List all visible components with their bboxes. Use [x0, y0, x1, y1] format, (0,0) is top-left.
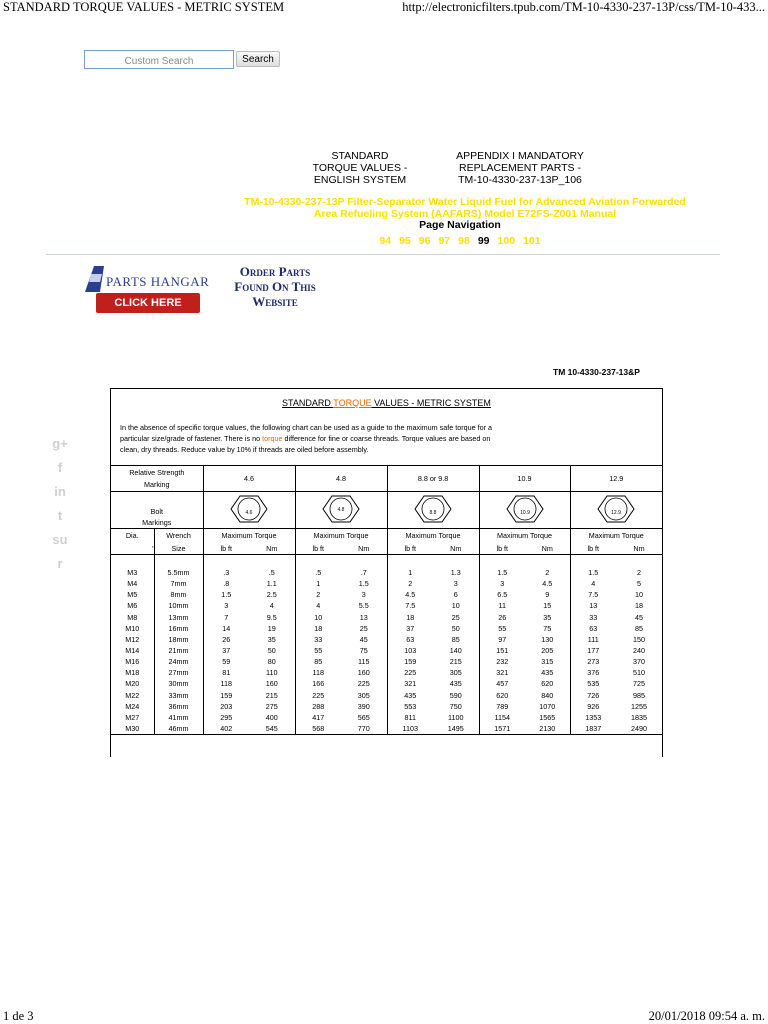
intro-line3: clean, dry threads. Reduce value by 10% if threads are oiled before assembly. — [120, 444, 369, 454]
cell-torque-value: 25 — [359, 623, 368, 633]
cell-torque-value: 150 — [633, 634, 646, 644]
cell-torque-value: 177 — [570, 645, 616, 656]
cell-torque-value: 6.5 — [479, 589, 525, 600]
cell-torque-value: 103 — [387, 645, 433, 656]
page-link-94[interactable]: 94 — [379, 235, 392, 247]
cell-torque-value: 63 — [570, 623, 616, 634]
page-link-98[interactable]: 98 — [458, 235, 470, 247]
cell-diameter: M6 — [127, 601, 138, 611]
table-row — [111, 690, 662, 701]
cell-torque-value: 6 — [453, 590, 458, 600]
cell-torque-value: 295 — [203, 712, 249, 723]
cell-torque-value: 985 — [633, 690, 646, 700]
cell-torque-value: 97 — [479, 634, 525, 645]
table-row — [111, 600, 662, 611]
cell-torque-value: 620 — [541, 679, 554, 689]
cell-torque-value: 4 — [269, 601, 274, 611]
cell-torque-value: 1353 — [570, 712, 616, 723]
cell-torque-value: 18 — [635, 601, 644, 611]
table-row — [111, 634, 662, 645]
cell-torque-value: 240 — [633, 646, 646, 656]
table-row — [111, 667, 662, 678]
page-navigation-label: Page Navigation — [419, 219, 501, 231]
cell-wrench-size: 10mm — [154, 600, 203, 611]
cell-torque-value: 2 — [637, 568, 642, 578]
cell-torque-value: 50 — [451, 623, 460, 633]
cell-torque-value: 1100 — [448, 712, 464, 722]
bolt-head-mark: 4.6 — [245, 510, 253, 516]
cell-torque-value: 10 — [451, 601, 460, 611]
cell-wrench-size: 46mm — [154, 723, 203, 735]
torque-table — [111, 466, 662, 735]
cell-torque-value: 457 — [479, 678, 525, 689]
col-nm-header: Nm — [249, 542, 295, 555]
cell-torque-value: 215 — [265, 690, 278, 700]
cell-diameter: M10 — [125, 623, 140, 633]
cell-diameter: M20 — [125, 679, 140, 689]
cell-torque-value: 2130 — [525, 723, 570, 735]
cell-torque-value: 81 — [203, 667, 249, 678]
cell-torque-value: 110 — [266, 668, 278, 678]
cell-torque-value: 85 — [451, 634, 460, 644]
cell-torque-value: 1103 — [387, 723, 433, 735]
cell-torque-value: 1.5 — [570, 567, 616, 578]
cell-torque-value: 1255 — [631, 701, 648, 711]
print-footer-page: 1 de 3 — [3, 1009, 34, 1023]
cell-torque-value: 770 — [341, 723, 387, 735]
cell-torque-value: 535 — [570, 678, 616, 689]
cell-torque-value: 3 — [361, 590, 366, 600]
link-appendix-i-line1: APPENDIX I MANDATORY — [456, 150, 584, 162]
cell-torque-value: .3 — [203, 567, 249, 578]
print-header-title: STANDARD TORQUE VALUES - METRIC SYSTEM — [3, 0, 285, 14]
document-intro — [120, 423, 550, 455]
table-row — [111, 723, 662, 735]
cell-torque-value: 2 — [387, 578, 433, 589]
cell-wrench-size: 41mm — [154, 712, 203, 723]
cell-torque-value: 565 — [357, 712, 370, 722]
cell-torque-value: 275 — [265, 701, 278, 711]
cell-torque-value: 926 — [570, 701, 616, 712]
cell-wrench-size: 27mm — [154, 667, 203, 678]
cell-torque-value: 1835 — [631, 712, 648, 722]
cell-torque-value: 80 — [267, 657, 276, 667]
cell-torque-value: .5 — [295, 567, 341, 578]
cell-torque-value: 45 — [635, 612, 644, 622]
bolt-markings-line1: Bolt — [150, 507, 163, 516]
col-lbft-header: lb ft — [295, 542, 341, 555]
cell-torque-value: 273 — [570, 656, 616, 667]
link-appendix-i-line2: REPLACEMENT PARTS - — [459, 162, 581, 174]
bolt-head-mark: 10.9 — [519, 510, 530, 516]
cell-wrench-size: 7mm — [154, 578, 203, 589]
cell-torque-value: 55 — [295, 645, 341, 656]
cell-torque-value: 568 — [295, 723, 341, 735]
cell-torque-value: 25 — [451, 612, 460, 622]
cell-wrench-size: 16mm — [154, 623, 203, 634]
cell-torque-value: 376 — [570, 667, 616, 678]
cell-torque-value: 225 — [357, 679, 370, 689]
cell-torque-value: 789 — [479, 701, 525, 712]
print-header-url: http://electronicfilters.tpub.com/TM-10-4330-237-13P/css/TM-10-433... — [402, 0, 765, 14]
cell-diameter: M22 — [125, 690, 140, 700]
bolt-markings-label — [111, 492, 203, 529]
torque-document — [110, 388, 663, 757]
bolt-head-icon — [321, 494, 361, 524]
title-post: VALUES - METRIC SYSTEM — [371, 398, 491, 408]
cell-torque-value: 435 — [387, 690, 433, 701]
cell-torque-value: 13 — [359, 612, 368, 622]
cell-torque-value: .8 — [203, 578, 249, 589]
cell-torque-value: 63 — [387, 634, 433, 645]
cell-torque-value: 1154 — [479, 712, 525, 723]
cell-torque-value: 111 — [570, 634, 616, 645]
page-link-97[interactable]: 97 — [438, 235, 451, 247]
grade-header: 10.9 — [479, 466, 570, 492]
bolt-head-icon — [229, 494, 269, 524]
page-navigation — [340, 231, 580, 249]
link-torque-english[interactable] — [290, 150, 430, 186]
cell-torque-value: 5.5 — [358, 601, 369, 611]
col-max-torque-header: Maximum Torque — [570, 529, 662, 543]
cell-torque-value: 3 — [479, 578, 525, 589]
cell-torque-value: 1 — [295, 578, 341, 589]
cell-torque-value: 166 — [295, 678, 341, 689]
cell-torque-value: 140 — [449, 646, 462, 656]
page-link-101[interactable]: 101 — [523, 235, 541, 247]
col-lbft-header: lb ft — [570, 542, 616, 555]
cell-torque-value: 321 — [387, 678, 433, 689]
bolt-head-icon — [413, 494, 453, 524]
link-torque-english-line3: ENGLISH SYSTEM — [313, 174, 407, 186]
stray-mark: ' — [111, 542, 154, 555]
cell-diameter: M8 — [127, 612, 138, 622]
stumbleupon-icon[interactable]: su — [52, 532, 68, 547]
cell-torque-value: 45 — [359, 634, 368, 644]
cell-torque-value: 435 — [449, 679, 462, 689]
link-torque-english-line2: TORQUE VALUES - — [312, 162, 408, 174]
col-nm-header: Nm — [525, 542, 570, 555]
title-pre: STANDARD — [282, 398, 334, 408]
table-row — [111, 578, 662, 589]
relative-strength-line1: Relative Strength — [129, 467, 185, 477]
col-lbft-header: lb ft — [203, 542, 249, 555]
cell-torque-value: 159 — [387, 656, 433, 667]
cell-torque-value: 402 — [203, 723, 249, 735]
table-row — [111, 645, 662, 656]
cell-torque-value: 315 — [541, 657, 554, 667]
link-appendix-i[interactable] — [440, 150, 600, 186]
cell-torque-value: 321 — [479, 667, 525, 678]
relative-strength-label — [111, 466, 203, 492]
parts-hangar-banner[interactable] — [80, 262, 330, 316]
cell-torque-value: 1837 — [570, 723, 616, 735]
cell-torque-value: 1565 — [539, 712, 556, 722]
bolt-head-mark: 8.8 — [429, 510, 437, 516]
cell-torque-value: 840 — [541, 690, 554, 700]
cell-torque-value: 1495 — [433, 723, 479, 735]
cell-torque-value: 50 — [267, 646, 276, 656]
col-max-torque-header: Maximum Torque — [203, 529, 295, 543]
cell-torque-value: 159 — [203, 690, 249, 701]
intro-line1: In the absence of specific torque values, the following chart can be used as a guide to the maximum safe torque for a — [120, 423, 492, 432]
col-size-header: Size — [154, 542, 203, 555]
cell-torque-value: 18 — [387, 612, 433, 623]
cell-torque-value: 400 — [265, 712, 278, 722]
bolt-head-cell — [479, 492, 570, 529]
cell-torque-value: 115 — [358, 657, 370, 667]
grade-header: 12.9 — [570, 466, 662, 492]
cell-torque-value: 2490 — [616, 723, 662, 735]
intro-line2b: difference for fine or coarse threads. Torque values are based on — [282, 433, 491, 443]
table-row — [111, 701, 662, 712]
cell-torque-value: 14 — [203, 623, 249, 634]
search-box — [84, 50, 234, 69]
cell-diameter: M14 — [125, 646, 140, 656]
cell-torque-value: 417 — [295, 712, 341, 723]
cell-torque-value: 118 — [203, 678, 249, 689]
col-wrench-header: Wrench — [154, 529, 203, 543]
cell-torque-value: 545 — [249, 723, 295, 735]
cell-torque-value: 10 — [635, 590, 644, 600]
cell-torque-value: 59 — [203, 656, 249, 667]
cell-torque-value: 33 — [570, 612, 616, 623]
cell-torque-value: 9.5 — [266, 612, 277, 622]
cell-wrench-size: 33mm — [154, 690, 203, 701]
table-row — [111, 612, 662, 623]
bolt-head-cell — [570, 492, 662, 529]
cell-torque-value: 85 — [295, 656, 341, 667]
cell-torque-value: 215 — [449, 657, 462, 667]
bolt-head-mark: 12.9 — [611, 510, 622, 516]
cell-wrench-size: 24mm — [154, 656, 203, 667]
cell-torque-value: 4 — [295, 600, 341, 611]
cell-wrench-size: 8mm — [154, 589, 203, 600]
cell-torque-value: 232 — [479, 656, 525, 667]
bolt-head-cell — [203, 492, 295, 529]
google-plus-icon[interactable]: g+ — [52, 436, 68, 451]
cell-torque-value: 390 — [357, 701, 370, 711]
table-row — [111, 712, 662, 723]
cell-torque-value: 35 — [267, 634, 276, 644]
col-dia-header: Dia. — [125, 531, 139, 540]
col-max-torque-header: Maximum Torque — [295, 529, 387, 543]
cell-torque-value: 1571 — [479, 723, 525, 735]
click-here-button[interactable]: CLICK HERE — [96, 293, 200, 313]
cell-torque-value: 5 — [637, 579, 642, 589]
cell-torque-value: 1.5 — [358, 579, 369, 589]
cell-diameter: M3 — [127, 568, 138, 578]
col-max-torque-header: Maximum Torque — [387, 529, 479, 543]
title-torque-link[interactable]: TORQUE — [333, 398, 372, 408]
facebook-icon[interactable]: f — [57, 460, 63, 475]
cell-torque-value: 11 — [479, 600, 525, 611]
relative-strength-line2: Marking — [143, 479, 170, 489]
search-input[interactable] — [85, 53, 233, 70]
cell-torque-value: 18 — [295, 623, 341, 634]
reddit-icon[interactable]: r — [57, 556, 63, 571]
cell-torque-value: 726 — [570, 690, 616, 701]
tm-number: TM 10-4330-237-13&P — [553, 367, 640, 377]
manual-title-line1: TM-10-4330-237-13P Filter-Separator Water Liquid Fuel for Advanced Aviation Forwarded — [244, 196, 686, 208]
cell-torque-value: 3 — [453, 579, 458, 589]
cell-diameter: M18 — [125, 668, 140, 678]
cell-diameter: M24 — [125, 701, 140, 711]
cell-diameter: M4 — [127, 579, 138, 589]
cell-torque-value: .7 — [360, 568, 367, 578]
cell-torque-value: 130 — [541, 634, 554, 644]
cell-wrench-size: 36mm — [154, 701, 203, 712]
cell-torque-value: 205 — [541, 646, 554, 656]
link-appendix-i-line3: TM-10-4330-237-13P_106 — [458, 174, 582, 186]
cell-torque-value: 2 — [545, 568, 550, 578]
cell-diameter: M12 — [125, 634, 140, 644]
cell-torque-value: 26 — [203, 634, 249, 645]
cell-torque-value: 2 — [295, 589, 341, 600]
cell-torque-value: 35 — [543, 612, 552, 622]
cell-torque-value: 3 — [203, 600, 249, 611]
order-line2: Found On This — [234, 279, 316, 294]
cell-torque-value: 370 — [633, 657, 646, 667]
table-row — [111, 623, 662, 634]
cell-torque-value: 2.5 — [266, 590, 277, 600]
cell-wrench-size: 30mm — [154, 678, 203, 689]
cell-torque-value: 725 — [633, 679, 646, 689]
cell-torque-value: 4 — [570, 578, 616, 589]
cell-torque-value: 225 — [295, 690, 341, 701]
search-button[interactable]: Search — [236, 51, 280, 67]
col-nm-header: Nm — [433, 542, 479, 555]
divider — [46, 254, 720, 255]
cell-torque-value: 1.3 — [450, 568, 461, 578]
cell-torque-value: 305 — [449, 668, 462, 678]
cell-torque-value: 7.5 — [570, 589, 616, 600]
cell-torque-value: 1070 — [539, 701, 556, 711]
grade-header: 8.8 or 9.8 — [387, 466, 479, 492]
cell-torque-value: 203 — [203, 701, 249, 712]
grade-header: 4.8 — [295, 466, 387, 492]
order-line1: Order Parts — [239, 264, 311, 279]
cell-torque-value: 160 — [357, 668, 370, 678]
cell-torque-value: 590 — [449, 690, 462, 700]
bolt-head-cell — [387, 492, 479, 529]
manual-title-link[interactable] — [200, 196, 730, 220]
cell-torque-value: 55 — [479, 623, 525, 634]
cell-wrench-size: 5.5mm — [154, 567, 203, 578]
cell-torque-value: 9 — [545, 590, 550, 600]
cell-torque-value: 37 — [203, 645, 249, 656]
col-nm-header: Nm — [616, 542, 662, 555]
intro-torque-link[interactable]: torque — [262, 433, 283, 443]
cell-torque-value: 553 — [387, 701, 433, 712]
cell-torque-value: 118 — [295, 667, 341, 678]
order-line3: Website — [252, 294, 298, 309]
cell-torque-value: 1.5 — [479, 567, 525, 578]
table-row — [111, 656, 662, 667]
cell-torque-value: 15 — [543, 601, 552, 611]
bolt-markings-line2: Markings — [142, 518, 172, 527]
cell-torque-value: 7 — [203, 612, 249, 623]
document-title — [111, 398, 662, 408]
manual-title-line2: Area Refueling System (AAFARS) Model E72FS-Z001 Manual — [313, 208, 617, 220]
cell-torque-value: 4.5 — [542, 579, 553, 589]
print-footer-datetime: 20/01/2018 09:54 a. m. — [648, 1009, 765, 1023]
cell-diameter: M30 — [111, 723, 154, 735]
page-current-99: 99 — [477, 235, 490, 247]
cell-torque-value: 510 — [633, 668, 646, 678]
cell-torque-value: 288 — [295, 701, 341, 712]
parts-hangar-logo-text: PARTS HANGAR — [106, 274, 210, 289]
cell-torque-value: 305 — [357, 690, 370, 700]
cell-torque-value: 1.1 — [266, 579, 277, 589]
cell-wrench-size: 18mm — [154, 634, 203, 645]
cell-torque-value: 160 — [265, 679, 278, 689]
cell-torque-value: 4.5 — [387, 589, 433, 600]
bolt-head-mark: 4.8 — [337, 507, 345, 513]
cell-torque-value: 225 — [387, 667, 433, 678]
parts-hangar-logo-icon — [82, 264, 106, 294]
cell-diameter: M5 — [127, 590, 138, 600]
cell-torque-value: 435 — [541, 668, 554, 678]
page-link-95[interactable]: 95 — [399, 235, 411, 247]
col-max-torque-header: Maximum Torque — [479, 529, 570, 543]
cell-torque-value: .5 — [268, 568, 275, 578]
link-torque-english-line1: STANDARD — [331, 150, 389, 162]
table-row — [111, 678, 662, 689]
linkedin-icon[interactable]: in — [54, 484, 66, 499]
cell-torque-value: 7.5 — [387, 600, 433, 611]
cell-wrench-size: 21mm — [154, 645, 203, 656]
col-nm-header: Nm — [341, 542, 387, 555]
cell-torque-value: 37 — [387, 623, 433, 634]
twitter-icon[interactable]: t — [57, 508, 63, 523]
cell-torque-value: 1 — [387, 567, 433, 578]
bolt-head-icon — [596, 494, 636, 524]
bolt-head-cell — [295, 492, 387, 529]
cell-torque-value: 620 — [479, 690, 525, 701]
grade-header: 4.6 — [203, 466, 295, 492]
intro-line2a: particular size/grade of fastener. There is no — [120, 433, 263, 443]
table-row — [111, 589, 662, 600]
cell-torque-value: 33 — [295, 634, 341, 645]
cell-torque-value: 1.5 — [203, 589, 249, 600]
cell-torque-value: 750 — [449, 701, 462, 711]
order-parts-text — [212, 264, 338, 309]
table-row — [111, 567, 662, 578]
cell-torque-value: 811 — [387, 712, 433, 723]
page-link-96[interactable]: 96 — [418, 235, 431, 247]
cell-torque-value: 75 — [359, 646, 368, 656]
cell-diameter: M16 — [125, 657, 140, 667]
cell-torque-value: 151 — [479, 645, 525, 656]
cell-torque-value: 13 — [570, 600, 616, 611]
cell-torque-value: 19 — [267, 623, 276, 633]
col-lbft-header: lb ft — [387, 542, 433, 555]
col-lbft-header: lb ft — [479, 542, 525, 555]
page-link-100[interactable]: 100 — [497, 235, 516, 247]
cell-torque-value: 10 — [295, 612, 341, 623]
cell-torque-value: 85 — [635, 623, 644, 633]
cell-wrench-size: 13mm — [154, 612, 203, 623]
cell-torque-value: 75 — [543, 623, 552, 633]
bolt-head-icon — [505, 494, 545, 524]
cell-torque-value: 26 — [479, 612, 525, 623]
cell-diameter: M27 — [125, 712, 140, 722]
